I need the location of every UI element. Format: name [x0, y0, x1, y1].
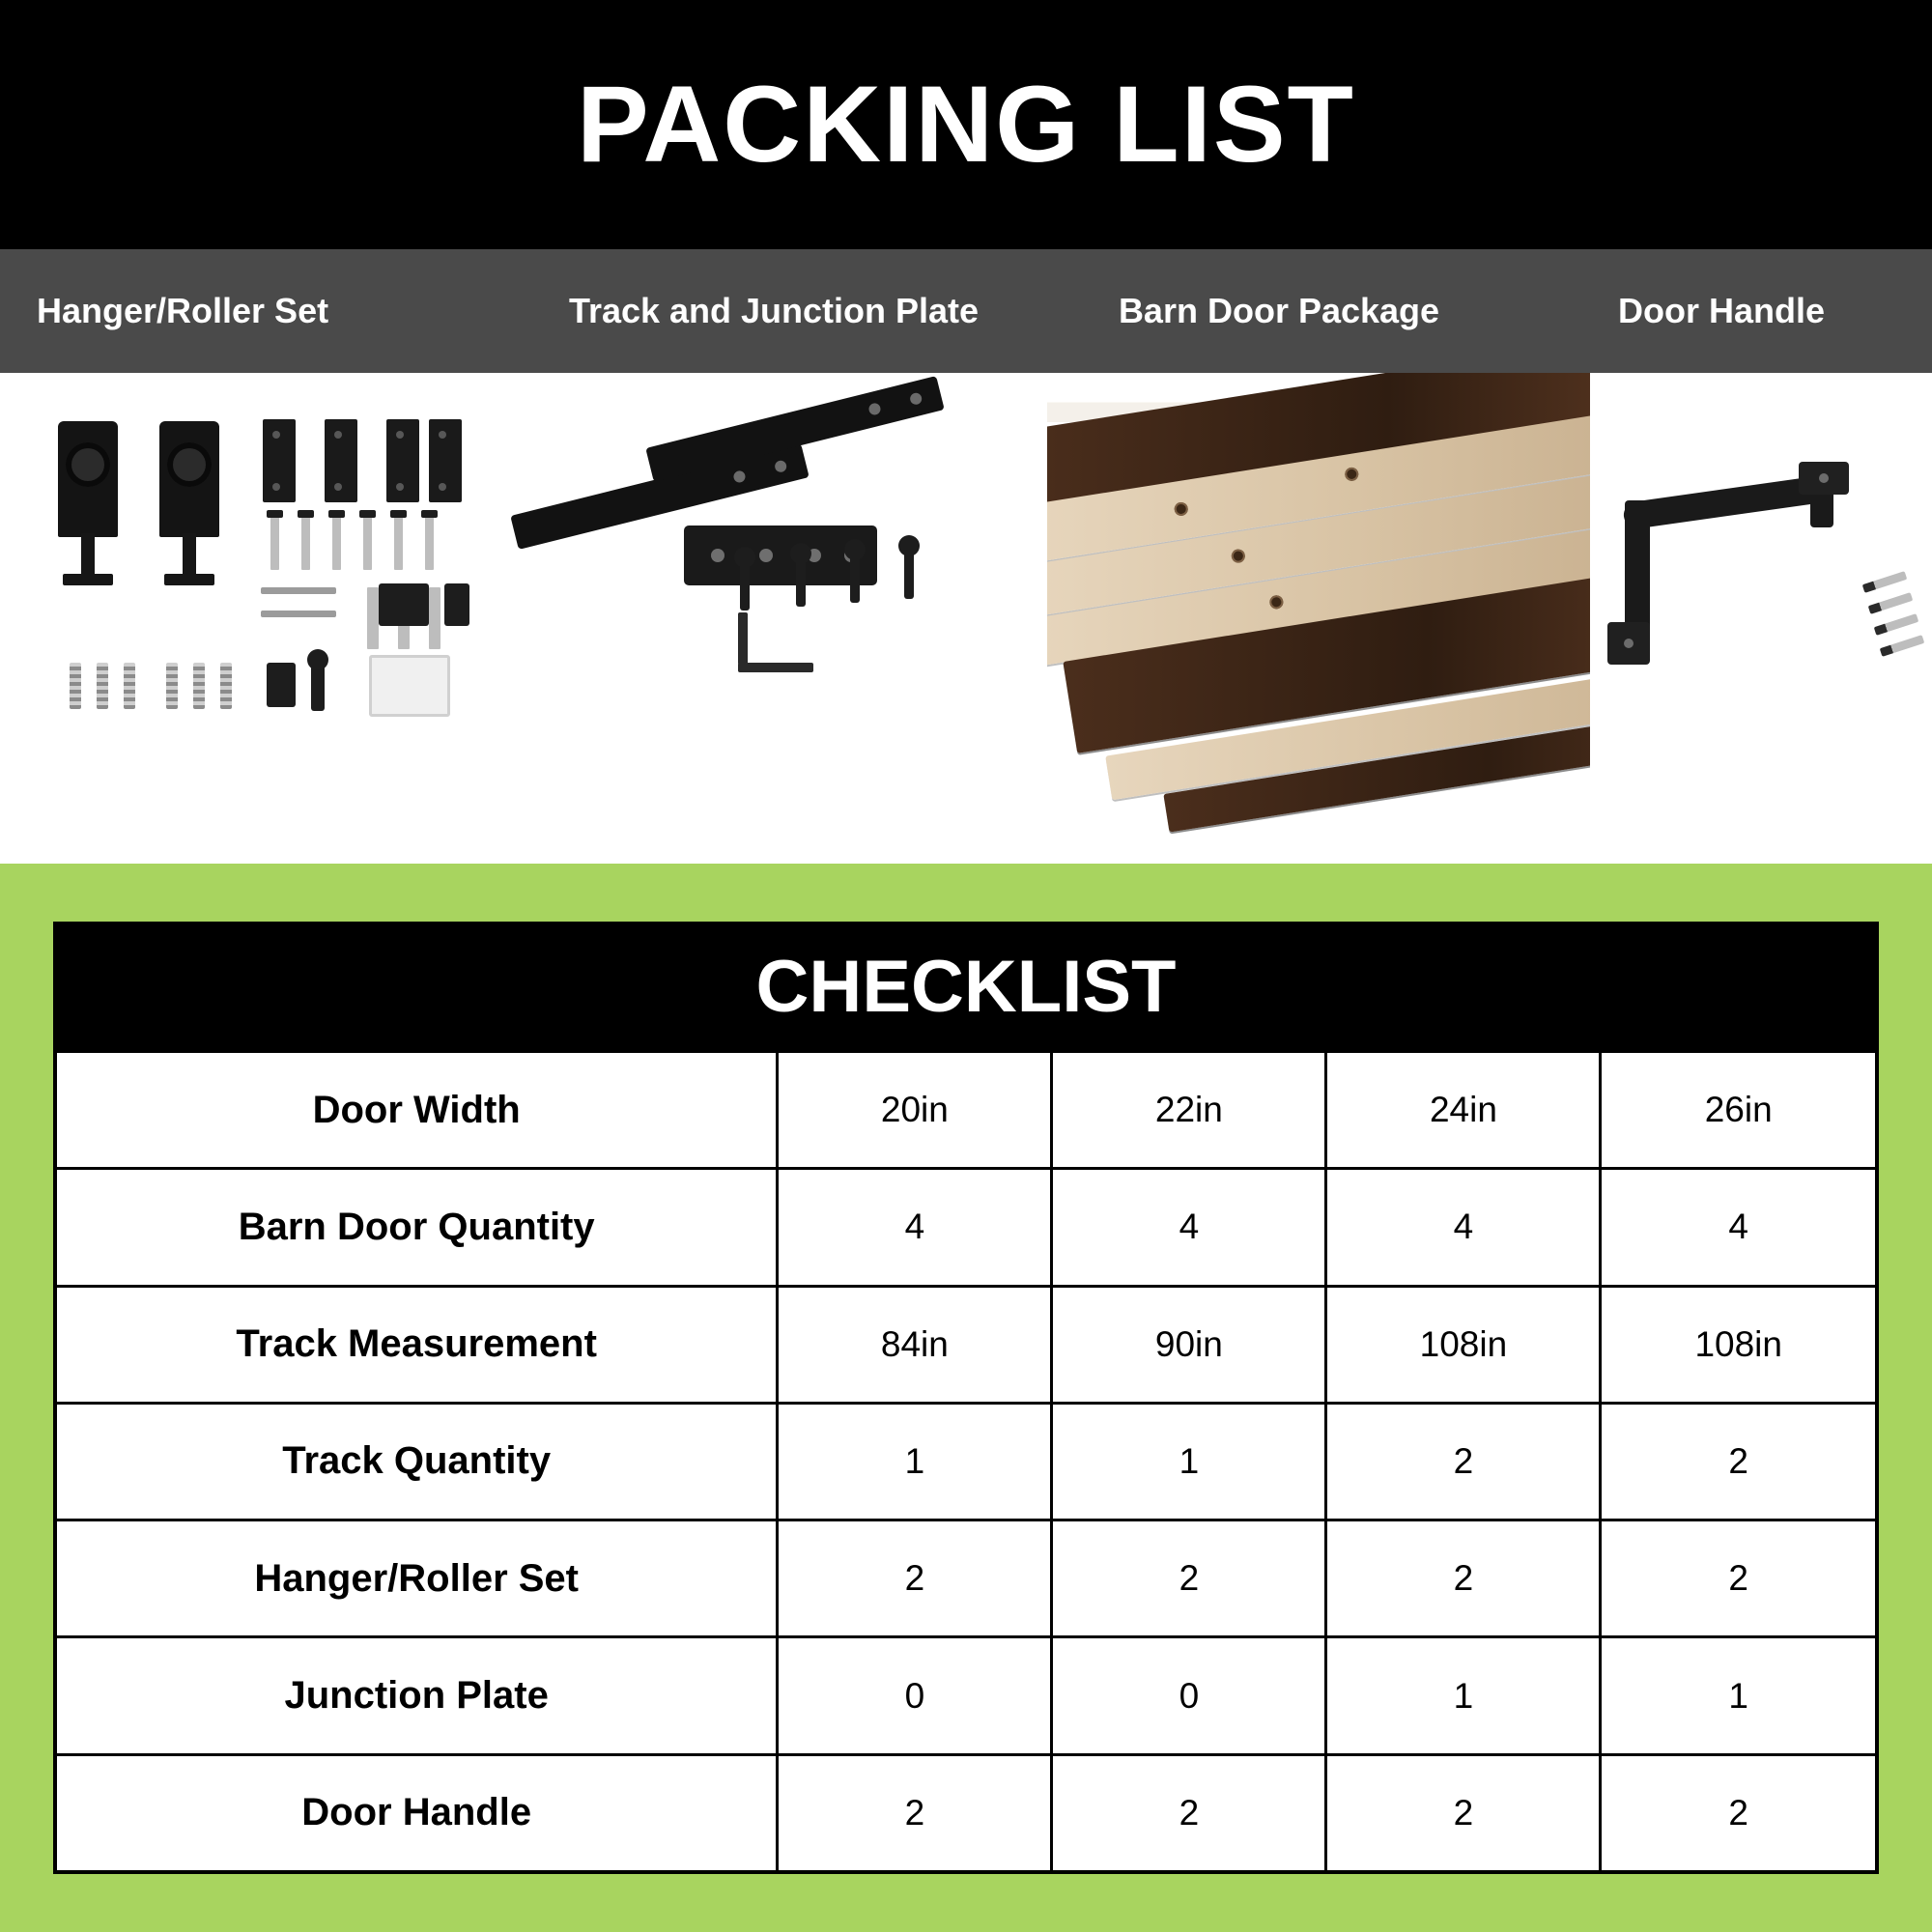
screw-icon	[363, 514, 372, 570]
cell-track-quantity-22in: 1	[1052, 1403, 1326, 1520]
page-header	[0, 0, 1932, 249]
category-label-hanger-roller-set: Hanger/Roller Set	[37, 291, 329, 330]
hanger-roller-icon	[58, 421, 118, 537]
table-row	[57, 1520, 1875, 1637]
screw-icon	[1874, 613, 1919, 636]
cell-door-handle-24in: 2	[1326, 1754, 1601, 1870]
cell-door-handle-20in: 2	[778, 1754, 1052, 1870]
spacer-plate-icon	[325, 419, 357, 502]
row-label-hanger-roller-set: Hanger/Roller Set	[57, 1520, 778, 1637]
cell-hanger-roller-set-20in: 2	[778, 1520, 1052, 1637]
row-label-door-width: Door Width	[57, 1053, 778, 1169]
door-handle-photo	[1590, 373, 1932, 864]
cell-track-measurement-26in: 108in	[1601, 1286, 1875, 1403]
spring-icon	[70, 663, 81, 709]
cell-door-handle-26in: 2	[1601, 1754, 1875, 1870]
screw-icon	[270, 514, 279, 570]
stop-block-icon	[444, 583, 469, 626]
floor-guide-icon	[267, 663, 296, 707]
cell-barn-door-quantity-24in: 4	[1326, 1169, 1601, 1286]
category-label-track-and-junction-plate: Track and Junction Plate	[568, 291, 980, 330]
cell-track-measurement-20in: 84in	[778, 1286, 1052, 1403]
cell-junction-plate-20in: 0	[778, 1637, 1052, 1754]
spring-icon	[193, 663, 205, 709]
spacer-plate-icon	[263, 419, 296, 502]
row-label-track-measurement: Track Measurement	[57, 1286, 778, 1403]
spring-icon	[124, 663, 135, 709]
screw-icon	[301, 514, 310, 570]
screw-head-icon	[421, 510, 438, 518]
cell-track-measurement-24in: 108in	[1326, 1286, 1601, 1403]
spacer-plate-icon	[386, 419, 419, 502]
page-title: PACKING LIST	[577, 64, 1355, 185]
bolt-icon	[734, 547, 755, 568]
barn-door-slabs-photo	[1047, 373, 1590, 864]
screw-head-icon	[390, 510, 407, 518]
cell-hanger-roller-set-26in: 2	[1601, 1520, 1875, 1637]
table-row	[57, 1169, 1875, 1286]
hanger-roller-icon	[159, 421, 219, 537]
hanger-stem-icon	[81, 533, 95, 578]
column-header-24in: 24in	[1326, 1053, 1601, 1169]
cell-junction-plate-24in: 1	[1326, 1637, 1601, 1754]
cell-junction-plate-22in: 0	[1052, 1637, 1326, 1754]
category-label-barn-door-package: Barn Door Package	[1118, 291, 1440, 330]
hanger-foot-icon	[63, 574, 113, 585]
column-header-26in: 26in	[1601, 1053, 1875, 1169]
bolt-icon	[898, 535, 920, 556]
table-row	[57, 1754, 1875, 1870]
row-label-barn-door-quantity: Barn Door Quantity	[57, 1169, 778, 1286]
hanger-roller-hardware-photo	[0, 373, 500, 864]
bolt-icon	[790, 543, 811, 564]
table-row-header	[57, 1053, 1875, 1169]
cell-junction-plate-26in: 1	[1601, 1637, 1875, 1754]
cell-hanger-roller-set-22in: 2	[1052, 1520, 1326, 1637]
cell-track-measurement-22in: 90in	[1052, 1286, 1326, 1403]
screw-head-icon	[298, 510, 314, 518]
column-header-20in: 20in	[778, 1053, 1052, 1169]
checklist-title: CHECKLIST	[57, 925, 1875, 1053]
spring-icon	[220, 663, 232, 709]
cell-barn-door-quantity-22in: 4	[1052, 1169, 1326, 1286]
cell-barn-door-quantity-26in: 4	[1601, 1169, 1875, 1286]
screw-icon	[394, 514, 403, 570]
cell-barn-door-quantity-20in: 4	[778, 1169, 1052, 1286]
mounting-bracket-icon	[369, 655, 450, 717]
spring-icon	[166, 663, 178, 709]
column-header-22in: 22in	[1052, 1053, 1326, 1169]
screw-icon	[1868, 592, 1914, 614]
checklist-section	[0, 864, 1932, 1932]
screw-icon	[332, 514, 341, 570]
handle-leg-icon	[1625, 500, 1650, 636]
screw-head-icon	[267, 510, 283, 518]
spring-icon	[97, 663, 108, 709]
handle-mount-pad-icon	[1607, 622, 1650, 665]
row-label-track-quantity: Track Quantity	[57, 1403, 778, 1520]
product-photo-strip	[0, 373, 1932, 864]
stop-block-icon	[379, 583, 429, 626]
spacer-plate-icon	[429, 419, 462, 502]
screw-icon	[1862, 571, 1908, 593]
category-label-door-handle: Door Handle	[1617, 291, 1825, 330]
cell-track-quantity-24in: 2	[1326, 1403, 1601, 1520]
handle-mount-pad-icon	[1799, 462, 1849, 495]
anchor-screw-icon	[429, 587, 440, 649]
allen-wrench-icon	[738, 663, 813, 672]
checklist-table	[57, 1053, 1875, 1870]
cell-track-quantity-26in: 2	[1601, 1403, 1875, 1520]
table-row	[57, 1286, 1875, 1403]
table-row	[57, 1637, 1875, 1754]
screw-head-icon	[328, 510, 345, 518]
anchor-screw-icon	[367, 587, 379, 649]
hanger-stem-icon	[183, 533, 196, 578]
allen-wrench-icon	[261, 611, 336, 617]
cell-hanger-roller-set-24in: 2	[1326, 1520, 1601, 1637]
bolt-icon	[844, 539, 866, 560]
screw-icon	[425, 514, 434, 570]
row-label-door-handle: Door Handle	[57, 1754, 778, 1870]
screw-icon	[1880, 635, 1925, 657]
hanger-foot-icon	[164, 574, 214, 585]
bolt-icon	[307, 649, 328, 670]
table-row	[57, 1403, 1875, 1520]
cell-door-handle-22in: 2	[1052, 1754, 1326, 1870]
category-bar	[0, 249, 1932, 373]
row-label-junction-plate: Junction Plate	[57, 1637, 778, 1754]
screw-head-icon	[359, 510, 376, 518]
allen-wrench-icon	[261, 587, 336, 594]
cell-track-quantity-20in: 1	[778, 1403, 1052, 1520]
checklist-card	[53, 922, 1879, 1874]
track-junction-plate-photo	[500, 373, 1047, 864]
